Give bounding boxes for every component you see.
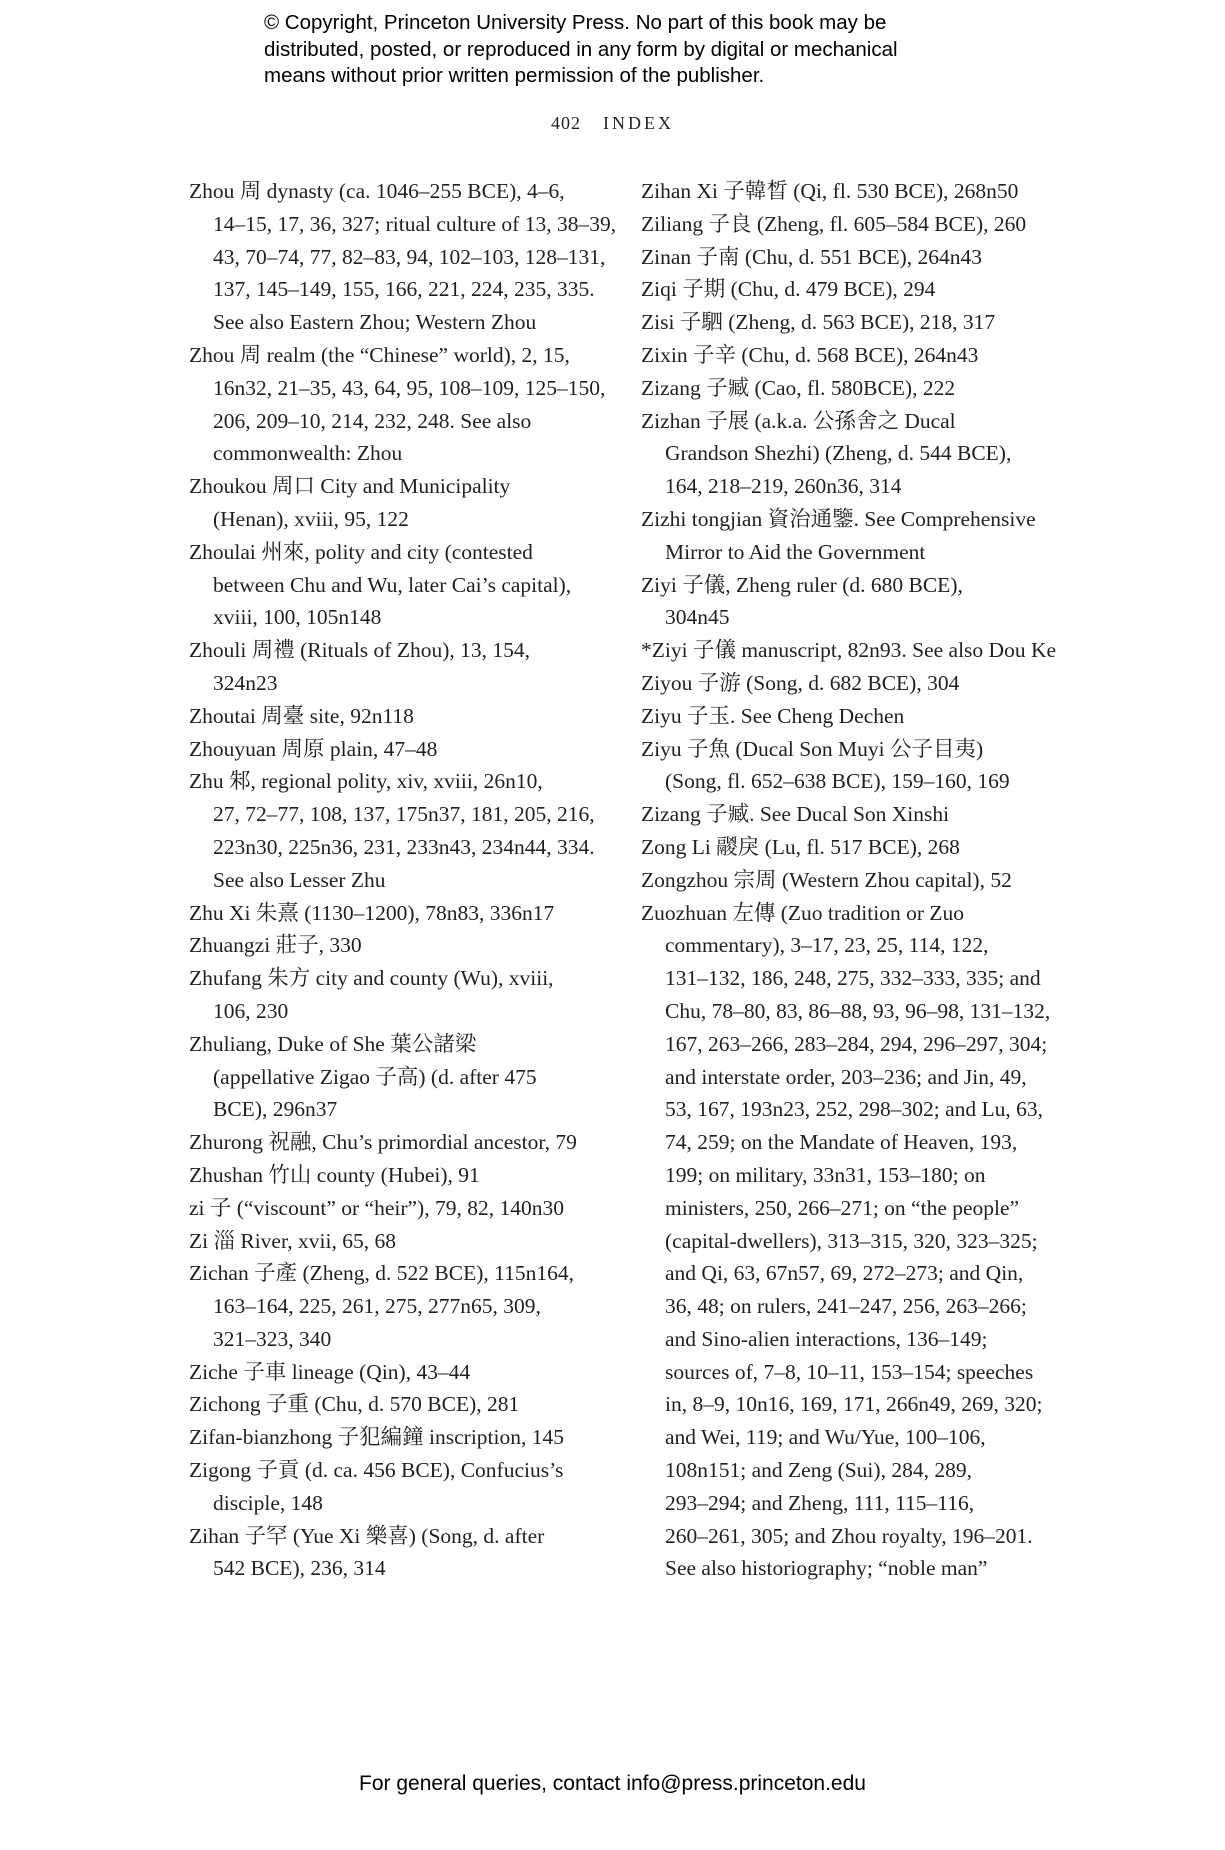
index-line: Zichan 子產 (Zheng, d. 522 BCE), 115n164, — [189, 1261, 574, 1286]
copyright-line: means without prior written permission of the publisher. — [264, 64, 765, 87]
index-line: commentary), 3–17, 23, 25, 114, 122, — [665, 933, 989, 958]
index-line: 27, 72–77, 108, 137, 175n37, 181, 205, 216, — [213, 802, 595, 827]
index-line: 304n45 — [665, 605, 730, 630]
index-line: Zhushan 竹山 county (Hubei), 91 — [189, 1162, 480, 1187]
index-line: Zhufang 朱方 city and county (Wu), xviii, — [189, 966, 554, 991]
index-line: between Chu and Wu, later Cai’s capital), — [213, 572, 572, 597]
index-line: Ziyou 子游 (Song, d. 682 BCE), 304 — [641, 670, 960, 695]
index-line: Zhoutai 周臺 site, 92n118 — [189, 703, 414, 728]
index-line: 223n30, 225n36, 231, 233n43, 234n44, 334. — [213, 834, 595, 859]
index-line: Zhuliang, Duke of She 葉公諸梁 — [189, 1031, 477, 1056]
index-line: 53, 167, 193n23, 252, 298–302; and Lu, 63, — [665, 1097, 1044, 1122]
index-line: ministers, 250, 266–271; on “the people” — [665, 1195, 1020, 1220]
section-title: INDEX — [603, 113, 674, 133]
index-column-right — [641, 175, 1061, 1585]
index-line: (Song, fl. 652–638 BCE), 159–160, 169 — [665, 769, 1010, 794]
copyright-line: distributed, posted, or reproduced in any form by digital or mechanical — [264, 37, 898, 61]
index-line: Zhouyuan 周原 plain, 47–48 — [189, 736, 438, 761]
index-line: See also historiography; “noble man” — [665, 1556, 988, 1581]
index-line: Zhou 周 dynasty (ca. 1046–255 BCE), 4–6, — [189, 179, 565, 203]
index-line: Ziche 子車 lineage (Qin), 43–44 — [189, 1359, 471, 1384]
running-head — [0, 113, 1225, 134]
index-line: 131–132, 186, 248, 275, 332–333, 335; and — [665, 966, 1041, 991]
index-line: 74, 259; on the Mandate of Heaven, 193, — [665, 1130, 1018, 1155]
index-line: in, 8–9, 10n16, 169, 171, 266n49, 269, 320; — [665, 1392, 1043, 1417]
index-line: *Ziyi 子儀 manuscript, 82n93. See also Dou Ke — [641, 638, 1057, 663]
index-line: 206, 209–10, 214, 232, 248. See also — [213, 408, 532, 433]
index-line: 108n151; and Zeng (Sui), 284, 289, — [665, 1458, 972, 1483]
index-line: Zhu Xi 朱熹 (1130–1200), 78n83, 336n17 — [189, 900, 555, 925]
index-line: 167, 263–266, 283–284, 294, 296–297, 304; — [665, 1031, 1048, 1056]
index-line: Ziyu 子魚 (Ducal Son Muyi 公子目夷) — [641, 736, 984, 761]
index-line: Zizhan 子展 (a.k.a. 公孫舍之 Ducal — [641, 408, 956, 433]
index-line: Zhoulai 州來, polity and city (contested — [189, 539, 533, 564]
copyright-notice — [264, 10, 1024, 90]
index-line: Mirror to Aid the Government — [665, 539, 926, 564]
index-line: Zixin 子辛 (Chu, d. 568 BCE), 264n43 — [641, 342, 979, 367]
index-line: 14–15, 17, 36, 327; ritual culture of 13, 38–39, — [213, 211, 617, 236]
index-line: and Sino-alien interactions, 136–149; — [665, 1326, 988, 1351]
index-line: Zinan 子南 (Chu, d. 551 BCE), 264n43 — [641, 244, 982, 269]
index-line: Zhurong 祝融, Chu’s primordial ancestor, 79 — [189, 1130, 577, 1155]
index-line: Zihan 子罕 (Yue Xi 樂喜) (Song, d. after — [189, 1523, 545, 1548]
index-line: 321–323, 340 — [213, 1326, 332, 1351]
page-number: 402 — [551, 113, 581, 133]
index-line: Zi 淄 River, xvii, 65, 68 — [189, 1228, 396, 1253]
index-line: 260–261, 305; and Zhou royalty, 196–201. — [665, 1523, 1033, 1548]
index-line: 106, 230 — [213, 998, 289, 1023]
index-line: Zuozhuan 左傳 (Zuo tradition or Zuo — [641, 900, 965, 925]
index-line: Zisi 子駟 (Zheng, d. 563 BCE), 218, 317 — [641, 310, 996, 335]
index-line: Zongzhou 宗周 (Western Zhou capital), 52 — [641, 867, 1012, 892]
index-line: Ziqi 子期 (Chu, d. 479 BCE), 294 — [641, 277, 936, 302]
index-line: 199; on military, 33n31, 153–180; on — [665, 1162, 986, 1187]
index-line: and Wei, 119; and Wu/Yue, 100–106, — [665, 1425, 986, 1450]
index-line: 163–164, 225, 261, 275, 277n65, 309, — [213, 1294, 541, 1319]
index-line: 36, 48; on rulers, 241–247, 256, 263–266; — [665, 1294, 1027, 1319]
footer-contact: For general queries, contact info@press.princeton.edu — [359, 1772, 866, 1795]
index-line: Zichong 子重 (Chu, d. 570 BCE), 281 — [189, 1392, 520, 1417]
index-line: (Henan), xviii, 95, 122 — [213, 506, 409, 531]
index-line: Grandson Shezhi) (Zheng, d. 544 BCE), — [665, 441, 1012, 466]
index-line: Zihan Xi 子韓晳 (Qi, fl. 530 BCE), 268n50 — [641, 179, 1019, 203]
index-line: xviii, 100, 105n148 — [213, 605, 382, 630]
index-line: sources of, 7–8, 10–11, 153–154; speeches — [665, 1359, 1034, 1384]
index-column-left — [189, 175, 617, 1585]
index-line: disciple, 148 — [213, 1490, 323, 1515]
index-line: and interstate order, 203–236; and Jin, 49, — [665, 1064, 1027, 1089]
index-line: (capital-dwellers), 313–315, 320, 323–325; — [665, 1228, 1038, 1253]
index-line: Ziyi 子儀, Zheng ruler (d. 680 BCE), — [641, 572, 963, 597]
index-line: Zigong 子貢 (d. ca. 456 BCE), Confucius’s — [189, 1458, 564, 1483]
index-line: 16n32, 21–35, 43, 64, 95, 108–109, 125–150, — [213, 375, 606, 400]
index-line: and Qi, 63, 67n57, 69, 272–273; and Qin, — [665, 1261, 1024, 1286]
index-line: Zhoukou 周口 City and Municipality — [189, 474, 511, 499]
index-line: 293–294; and Zheng, 111, 115–116, — [665, 1490, 975, 1515]
index-line: Ziliang 子良 (Zheng, fl. 605–584 BCE), 260 — [641, 211, 1027, 236]
index-line: Zifan-bianzhong 子犯編鐘 inscription, 145 — [189, 1425, 564, 1450]
index-line: (appellative Zigao 子高) (d. after 475 — [213, 1064, 537, 1089]
copyright-line: © Copyright, Princeton University Press. No part of this book may be — [264, 11, 887, 34]
index-line: Zhuangzi 莊子, 330 — [189, 933, 362, 958]
index-line: Zhou 周 realm (the “Chinese” world), 2, 15, — [189, 342, 570, 367]
index-line: BCE), 296n37 — [213, 1097, 338, 1122]
index-line: Chu, 78–80, 83, 86–88, 93, 96–98, 131–132, — [665, 998, 1051, 1023]
index-line: 324n23 — [213, 670, 278, 695]
index-line: zi 子 (“viscount” or “heir”), 79, 82, 140n30 — [189, 1195, 564, 1220]
index-line: See also Lesser Zhu — [213, 867, 386, 892]
index-line: 542 BCE), 236, 314 — [213, 1556, 386, 1581]
index-line: commonwealth: Zhou — [213, 441, 403, 466]
index-line: See also Eastern Zhou; Western Zhou — [213, 310, 537, 335]
index-line: 164, 218–219, 260n36, 314 — [665, 474, 902, 499]
index-line: Zizang 子臧 (Cao, fl. 580BCE), 222 — [641, 375, 956, 400]
index-line: 43, 70–74, 77, 82–83, 94, 102–103, 128–131, — [213, 244, 606, 269]
index-line: Ziyu 子玉. See Cheng Dechen — [641, 703, 905, 728]
index-line: Zizang 子臧. See Ducal Son Xinshi — [641, 802, 950, 827]
index-line: Zong Li 鬷戾 (Lu, fl. 517 BCE), 268 — [641, 834, 960, 859]
index-line: Zhouli 周禮 (Rituals of Zhou), 13, 154, — [189, 638, 530, 663]
index-line: 137, 145–149, 155, 166, 221, 224, 235, 335. — [213, 277, 595, 302]
index-line: Zhu 邾, regional polity, xiv, xviii, 26n10, — [189, 769, 543, 794]
index-line: Zizhi tongjian 資治通鑒. See Comprehensive — [641, 506, 1036, 531]
